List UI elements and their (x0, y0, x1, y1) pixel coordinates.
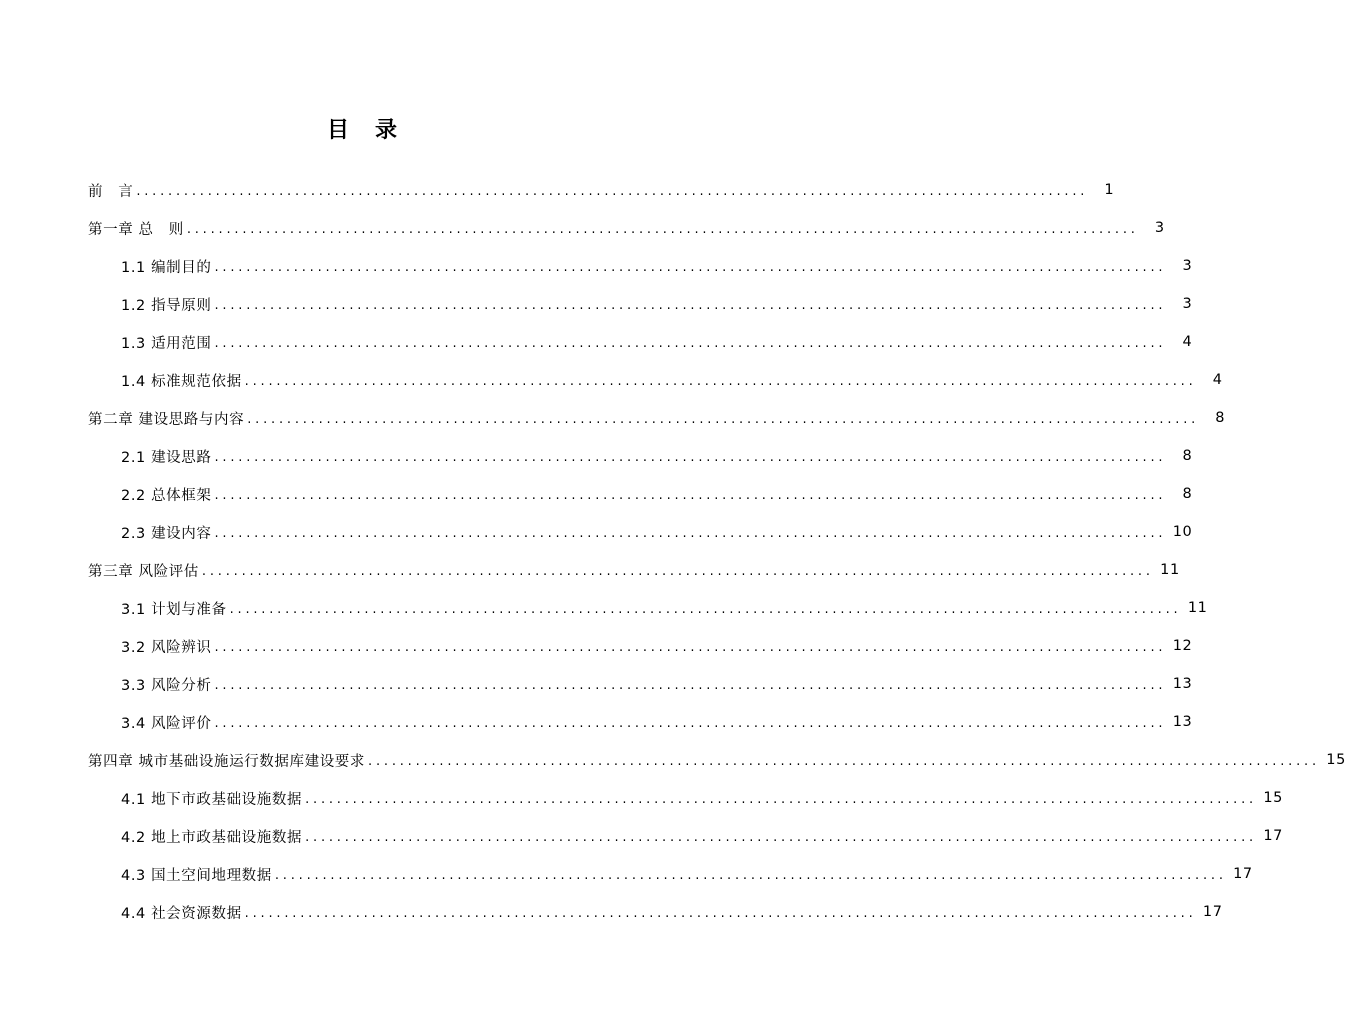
toc-dot-leader: ........................................................................................................................ (247, 412, 1200, 427)
toc-entry-label: 3.2 风险辨识 (121, 639, 212, 656)
toc-entry[interactable] (88, 513, 1193, 551)
toc-entry-label: 1.1 编制目的 (121, 259, 212, 276)
toc-dot-leader: ........................................................................................................................ (214, 298, 1167, 313)
toc-page-number: 3 (1182, 296, 1193, 312)
toc-entry-label: 3.3 风险分析 (121, 677, 212, 694)
page-title (0, 113, 724, 144)
toc-entry-label: 前 言 (88, 183, 134, 200)
toc-dot-leader: ........................................................................................................................ (186, 222, 1139, 237)
toc-entry[interactable] (88, 855, 1253, 893)
toc-entry-label: 4.2 地上市政基础设施数据 (121, 829, 303, 846)
toc-page-number: 15 (1326, 752, 1346, 768)
toc-entry-label: 2.2 总体框架 (121, 487, 212, 504)
toc-dot-leader: ........................................................................................................................ (244, 906, 1197, 921)
toc-page-number: 8 (1215, 410, 1226, 426)
toc-entry[interactable] (88, 323, 1193, 361)
toc-page-number: 13 (1172, 714, 1193, 730)
toc-dot-leader: ........................................................................................................................ (229, 602, 1182, 617)
toc-entry-label: 第一章 总 则 (88, 221, 184, 238)
toc-entry[interactable] (88, 551, 1180, 589)
toc-entry[interactable] (88, 817, 1283, 855)
toc-page-number: 8 (1182, 486, 1193, 502)
toc-entry[interactable] (88, 741, 1346, 779)
toc-entry[interactable] (88, 475, 1193, 513)
toc-dot-leader: ........................................................................................................................ (305, 830, 1257, 845)
toc-page-number: 12 (1172, 638, 1193, 654)
toc-entry-label: 4.4 社会资源数据 (121, 905, 242, 922)
toc-entry-label: 4.1 地下市政基础设施数据 (121, 791, 303, 808)
toc-entry[interactable] (88, 209, 1165, 247)
toc-entry-label: 1.4 标准规范依据 (121, 373, 242, 390)
toc-entry[interactable] (88, 437, 1193, 475)
toc-page-number: 3 (1154, 220, 1165, 236)
page-title-char-1: 目 (326, 118, 349, 143)
toc-page-number: 4 (1212, 372, 1223, 388)
toc-dot-leader: ........................................................................................................................ (214, 526, 1167, 541)
toc-entry-label: 第三章 风险评估 (88, 563, 199, 580)
toc-entry[interactable] (88, 627, 1193, 665)
toc-page-number: 4 (1182, 334, 1193, 350)
toc-dot-leader: ........................................................................................................................ (201, 564, 1154, 579)
toc-dot-leader: ........................................................................................................................ (214, 640, 1167, 655)
toc-entry[interactable] (88, 285, 1193, 323)
toc-entry-label: 3.1 计划与准备 (121, 601, 227, 618)
toc-page-number: 1 (1104, 182, 1115, 198)
toc-page-number: 11 (1187, 600, 1208, 616)
toc-entry-label: 第二章 建设思路与内容 (88, 411, 245, 428)
toc-entry[interactable] (88, 361, 1223, 399)
toc-page-number: 13 (1172, 676, 1193, 692)
toc-page-number: 8 (1182, 448, 1193, 464)
toc-entry[interactable] (88, 171, 1115, 209)
toc-entry[interactable] (88, 589, 1208, 627)
toc-page-number: 10 (1172, 524, 1193, 540)
toc-entry[interactable] (88, 893, 1223, 931)
toc-page-number: 17 (1233, 866, 1253, 882)
toc-entry-label: 1.2 指导原则 (121, 297, 212, 314)
toc-entry-label: 4.3 国土空间地理数据 (121, 867, 272, 884)
toc-entry[interactable] (88, 665, 1193, 703)
toc-entry-label: 2.3 建设内容 (121, 525, 212, 542)
toc-dot-leader: ........................................................................................................................ (214, 488, 1167, 503)
toc-entry-label: 1.3 适用范围 (121, 335, 212, 352)
toc-dot-leader: ........................................................................................................................ (136, 184, 1089, 199)
toc-entry-label: 第四章 城市基础设施运行数据库建设要求 (88, 753, 366, 770)
toc-dot-leader: ........................................................................................................................ (214, 450, 1167, 465)
toc-dot-leader: ........................................................................................................................ (244, 374, 1197, 389)
toc-dot-leader: ........................................................................................................................ (368, 754, 1320, 769)
toc-page-number: 11 (1160, 562, 1180, 578)
toc-dot-leader: ........................................................................................................................ (214, 678, 1167, 693)
table-of-contents (88, 171, 1346, 931)
toc-dot-leader: ........................................................................................................................ (214, 716, 1167, 731)
toc-entry-label: 3.4 风险评价 (121, 715, 212, 732)
toc-entry[interactable] (88, 779, 1283, 817)
toc-page-number: 17 (1263, 828, 1283, 844)
toc-entry[interactable] (88, 247, 1193, 285)
page-title-char-2: 录 (375, 118, 398, 143)
toc-page-number: 17 (1202, 904, 1223, 920)
toc-page-number: 15 (1263, 790, 1283, 806)
toc-page-number: 3 (1182, 258, 1193, 274)
toc-entry[interactable] (88, 399, 1226, 437)
toc-dot-leader: ........................................................................................................................ (214, 260, 1167, 275)
toc-dot-leader: ........................................................................................................................ (274, 868, 1227, 883)
toc-dot-leader: ........................................................................................................................ (305, 792, 1257, 807)
toc-dot-leader: ........................................................................................................................ (214, 336, 1167, 351)
toc-entry[interactable] (88, 703, 1193, 741)
toc-entry-label: 2.1 建设思路 (121, 449, 212, 466)
